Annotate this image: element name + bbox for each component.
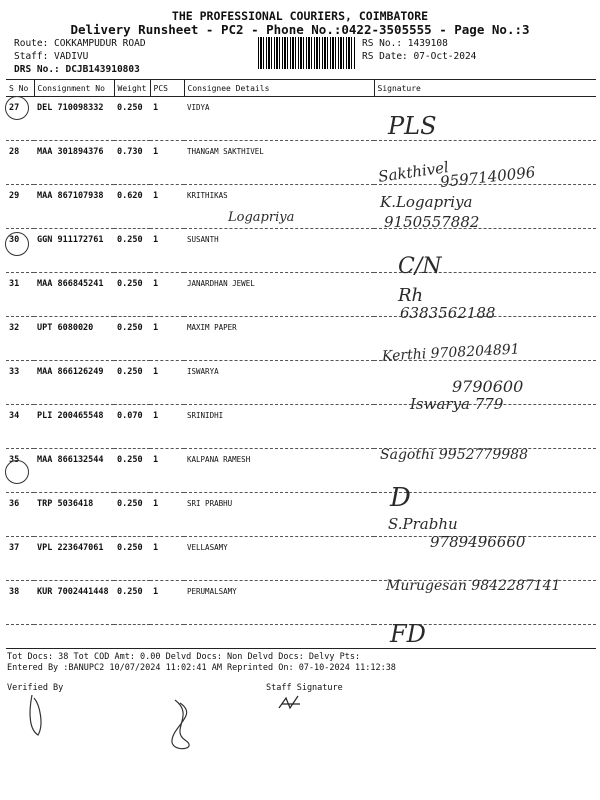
col-pcs-header: PCS (150, 80, 184, 97)
row-weight: 0.250 (114, 537, 150, 581)
circle-mark (5, 460, 29, 484)
col-consignee-header: Consignee Details (184, 80, 374, 97)
row-pcs: 1 (150, 229, 184, 273)
row-sno: 30 (6, 229, 34, 273)
row-consignment-no: TRP 5036418 (34, 493, 114, 537)
row-weight: 0.250 (114, 273, 150, 317)
row-sno: 38 (6, 581, 34, 625)
row-sno: 37 (6, 537, 34, 581)
row-weight: 0.070 (114, 405, 150, 449)
handwritten-signature: PLS (388, 112, 437, 140)
row-consignment-no: MAA 866126249 (34, 361, 114, 405)
rs-date: RS Date: 07-Oct-2024 (362, 51, 477, 62)
row-sno: 29 (6, 185, 34, 229)
table-row (6, 405, 596, 449)
row-weight: 0.250 (114, 229, 150, 273)
row-pcs: 1 (150, 405, 184, 449)
handwritten-signature: Iswarya 779 (410, 395, 504, 413)
row-pcs: 1 (150, 317, 184, 361)
handwritten-signature: C/N (398, 254, 442, 279)
verified-by-label: Verified By (7, 683, 64, 693)
row-consignment-no: VPL 223647061 (34, 537, 114, 581)
barcode-image (258, 37, 356, 69)
row-pcs: 1 (150, 141, 184, 185)
circle-mark (5, 232, 29, 256)
verifier-signature-mark (20, 690, 60, 740)
row-consignment-no: MAA 867107938 (34, 185, 114, 229)
handwritten-signature: 9790600 (452, 377, 524, 396)
row-consignee: VIDYA (184, 97, 374, 141)
drs-number: DRS No.: DCJB143910803 (14, 64, 140, 75)
handwritten-signature: Kerthi 9708204891 (381, 341, 521, 365)
runsheet-title: Delivery Runsheet - PC2 - Phone No.:0422-3505555 - Page No.:3 (70, 22, 530, 37)
row-consignee: SRI PRABHU (184, 493, 374, 537)
row-sno: 34 (6, 405, 34, 449)
row-weight: 0.250 (114, 361, 150, 405)
row-sno: 27 (6, 97, 34, 141)
table-row (6, 493, 596, 537)
row-pcs: 1 (150, 449, 184, 493)
handwritten-signature: 9150557882 (384, 213, 480, 231)
entered-by-line: Entered By :BANUPC2 10/07/2024 11:02:41 AM Reprinted On: 07-10-2024 11:12:38 (7, 663, 396, 673)
handwritten-signature: Murugesan 9842287141 (386, 578, 561, 594)
row-pcs: 1 (150, 493, 184, 537)
row-consignee: PERUMALSAMY (184, 581, 374, 625)
row-consignment-no: MAA 866132544 (34, 449, 114, 493)
row-weight: 0.250 (114, 449, 150, 493)
row-weight: 0.250 (114, 581, 150, 625)
row-sno: 32 (6, 317, 34, 361)
row-pcs: 1 (150, 537, 184, 581)
handwritten-signature: S.Prabhu (388, 515, 458, 533)
row-consignment-no: MAA 301894376 (34, 141, 114, 185)
row-consignment-no: PLI 200465548 (34, 405, 114, 449)
handwritten-signature: 9597140096 (439, 163, 537, 191)
table-row (6, 273, 596, 317)
footer-divider (6, 648, 596, 649)
row-weight: 0.250 (114, 317, 150, 361)
table-row (6, 229, 596, 273)
handwritten-signature: 6383562188 (400, 304, 496, 322)
company-name: THE PROFESSIONAL COURIERS, COIMBATORE (171, 9, 429, 23)
row-pcs: 1 (150, 97, 184, 141)
rs-number: RS No.: 1439108 (362, 38, 448, 49)
handwritten-signature: D (390, 483, 411, 513)
col-signature-header: Signature (374, 80, 596, 97)
col-sno-header: S No (6, 80, 34, 97)
route-label: Route: COKKAMPUDUR ROAD (14, 38, 146, 49)
row-weight: 0.730 (114, 141, 150, 185)
row-weight: 0.620 (114, 185, 150, 229)
row-sno: 36 (6, 493, 34, 537)
staff-signature-label: Staff Signature (266, 683, 343, 693)
handwritten-signature: Rh (398, 285, 424, 306)
row-pcs: 1 (150, 185, 184, 229)
table-header-row (6, 80, 596, 97)
row-consignee: SRINIDHI (184, 405, 374, 449)
row-consignee: JANARDHAN JEWEL (184, 273, 374, 317)
row-pcs: 1 (150, 361, 184, 405)
row-pcs: 1 (150, 273, 184, 317)
row-weight: 0.250 (114, 97, 150, 141)
row-sno: 31 (6, 273, 34, 317)
row-consignee: MAXIM PAPER (184, 317, 374, 361)
row-consignee: KRITHIKAS (184, 185, 374, 229)
handwritten-signature: K.Logapriya (380, 193, 473, 211)
row-pcs: 1 (150, 581, 184, 625)
row-consignment-no: DEL 710098332 (34, 97, 114, 141)
col-weight-header: Weight (114, 80, 150, 97)
staff-signature-mark (276, 692, 306, 714)
row-consignment-no: KUR 7002441448 (34, 581, 114, 625)
handwritten-signature: Sagothi 9952779988 (380, 447, 528, 463)
handwritten-signature: FD (390, 620, 426, 648)
totals-line: Tot Docs: 38 Tot COD Amt: 0.00 Delvd Docs: Non Delvd Docs: Delvy Pts: (7, 652, 361, 662)
row-consignment-no: GGN 911172761 (34, 229, 114, 273)
circle-mark (5, 96, 29, 120)
staff-label: Staff: VADIVU (14, 51, 89, 62)
row-consignee: THANGAM SAKTHIVEL (184, 141, 374, 185)
row-consignee: SUSANTH (184, 229, 374, 273)
row-weight: 0.250 (114, 493, 150, 537)
row-consignment-no: MAA 866845241 (34, 273, 114, 317)
row-consignee: VELLASAMY (184, 537, 374, 581)
handwritten-signature: 9789496660 (430, 533, 526, 551)
row-consignee: ISWARYA (184, 361, 374, 405)
table-row (6, 97, 596, 141)
handwritten-signature: Sakthivel (377, 158, 450, 186)
row-consignment-no: UPT 6080020 (34, 317, 114, 361)
handwritten-mark (160, 695, 210, 755)
table-row (6, 185, 596, 229)
row-sno: 35 (6, 449, 34, 493)
col-consignment-header: Consignment No (34, 80, 114, 97)
row-sno: 28 (6, 141, 34, 185)
row-sno: 33 (6, 361, 34, 405)
row-consignee: KALPANA RAMESH (184, 449, 374, 493)
handwritten-signature: Logapriya (228, 210, 295, 225)
